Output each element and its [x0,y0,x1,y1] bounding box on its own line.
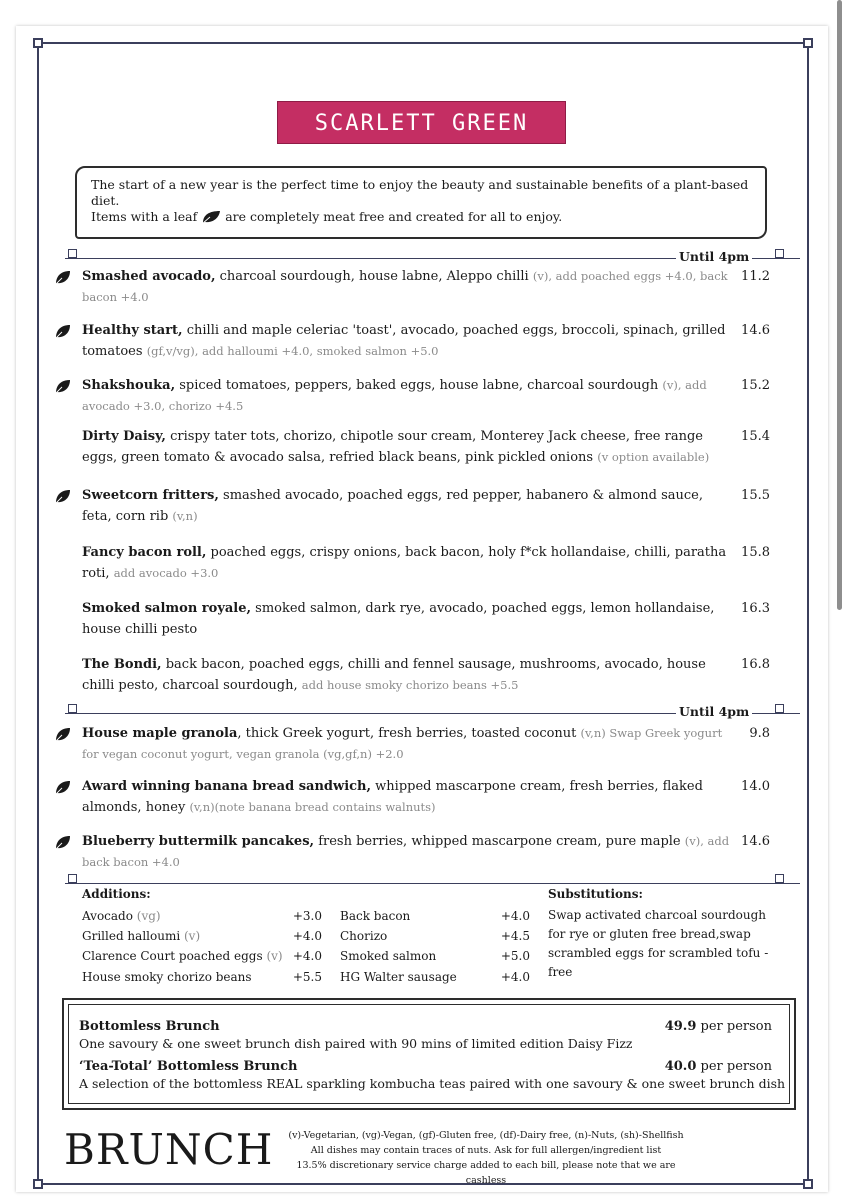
addition-item [340,926,387,946]
section-label: Until 4pm [676,249,752,264]
addition-item [82,906,161,926]
addition-name: Avocado [82,909,137,923]
substitutions-text: Swap activated charcoal sourdough for rye or gluten free bread,swap scrambled eggs for scrambled tofu - free [548,908,769,979]
item-note: (v,n) [172,509,198,523]
frame-corner [803,1179,813,1189]
item-name: Shakshouka, [82,378,176,393]
menu-item [82,266,732,308]
item-name: House maple granola [82,726,238,741]
addition-price: +5.0 [500,949,530,963]
addition-tag: (vg) [136,909,161,923]
frame-corner [803,38,813,48]
section-marker [68,704,77,713]
addition-item [82,967,252,987]
leaf-icon [54,270,71,285]
addition-name: Chorizo [340,929,388,943]
leaf-icon [54,379,71,394]
bottomless-desc: One savoury & one sweet brunch dish paired with 90 mins of limited edition Daisy Fizz [79,1036,633,1051]
item-price: 16.3 [741,601,770,616]
additions-heading: Additions: [82,887,151,901]
addition-price: +4.0 [500,909,530,923]
allergen-legend: (v)-Vegetarian, (vg)-Vegan, (gf)-Gluten free, (df)-Dairy free, (n)-Nuts, (sh)-Shellfish All dishes may contain traces of nuts. Ask for full allergen/ingredient list 13.5% discretionary service charge added to each bill, please note that we are cashless [288,1130,684,1186]
section-label: Until 4pm [676,704,752,719]
section-marker [775,704,784,713]
item-note: add house smoky chorizo beans +5.5 [301,678,519,692]
item-price: 15.8 [741,545,770,560]
item-name: Dirty Daisy, [82,429,166,444]
section-marker [68,249,77,258]
item-price: 14.6 [741,834,770,849]
addition-name: Back bacon [340,909,411,923]
item-price: 14.6 [741,323,770,338]
item-name: The Bondi, [82,657,162,672]
addition-price: +4.0 [500,970,530,984]
section-rule [65,883,800,884]
menu-item [82,776,732,818]
frame-corner [33,38,43,48]
item-desc: fresh berries, whipped mascarpone cream, pure maple [314,834,685,849]
menu-title: BRUNCH [64,1125,274,1174]
addition-name: Clarence Court poached eggs [82,949,267,963]
addition-item [82,946,283,966]
item-name: Blueberry buttermilk pancakes, [82,834,315,849]
menu-item [82,654,732,696]
leaf-icon [54,489,71,504]
addition-price: +4.0 [292,949,322,963]
item-name: Sweetcorn fritters, [82,488,219,503]
leaf-icon [54,835,71,850]
item-desc: whipped mascarpone cream, fresh berries, flaked almonds, honey [82,779,703,815]
addition-name: Smoked salmon [340,949,437,963]
intro-box [75,166,767,239]
item-note: (v), add avocado +3.0, chorizo +4.5 [82,378,707,413]
addition-price: +5.5 [292,970,322,984]
item-name: Smashed avocado, [82,269,216,284]
item-name: Award winning banana bread sandwich, [82,779,372,794]
item-price: 9.8 [749,726,770,741]
menu-item [82,831,732,873]
section-marker [775,249,784,258]
intro-leaf-line: Items with a leaf are completely meat free and created for all to enjoy. [91,209,563,224]
item-desc: spiced tomatoes, peppers, baked eggs, house labne, charcoal sourdough [175,378,663,393]
item-note: (v,n)(note banana bread contains walnuts) [189,800,436,814]
menu-item [82,598,732,640]
item-note: (v), add poached eggs +4.0, back bacon +4.0 [82,269,728,304]
bottomless-box [62,998,796,1110]
item-desc: crispy tater tots, chorizo, chipotle sour cream, Monterey Jack cheese, free range eggs, green tomato & avocado salsa, refried black beans, pink pickled onions [82,429,703,465]
brand-logo: SCARLETT GREEN [277,101,566,144]
item-price: 15.5 [741,488,770,503]
item-desc: , thick Greek yogurt, fresh berries, toasted coconut [237,726,581,741]
menu-item [82,426,732,468]
tea-total-title: ‘Tea-Total’ Bottomless Brunch [79,1059,298,1074]
addition-price: +4.0 [292,929,322,943]
addition-tag: (v) [183,929,201,943]
intro-text: The start of a new year is the perfect time to enjoy the beauty and sustainable benefits of a plant-based diet. [91,177,749,208]
item-note: (v), add back bacon +4.0 [82,834,730,869]
addition-name: Grilled halloumi [82,929,184,943]
item-desc: chilli and maple celeriac 'toast', avocado, poached eggs, broccoli, spinach, grilled tomatoes [82,323,726,359]
section-marker [775,874,784,883]
frame-corner [33,1179,43,1189]
leaf-icon [54,780,71,795]
addition-name: HG Walter sausage [340,970,457,984]
item-price: 15.2 [741,378,770,393]
item-price: 14.0 [741,779,770,794]
item-note: add avocado +3.0 [113,566,219,580]
tea-total-price: 40.0 per person [664,1059,772,1074]
tea-total-desc: A selection of the bottomless REAL sparkling kombucha teas paired with one savoury & one sweet brunch dish [79,1076,786,1091]
item-name: Healthy start, [82,323,183,338]
item-price: 11.2 [741,269,770,284]
item-name: Fancy bacon roll, [82,545,207,560]
addition-price: +4.5 [500,929,530,943]
leaf-icon [54,324,71,339]
item-note: (v option available) [597,450,710,464]
addition-item [340,946,436,966]
leaf-icon [201,210,221,224]
menu-item [82,542,732,584]
section-marker [68,874,77,883]
menu-item [82,375,732,417]
bottomless-title: Bottomless Brunch [79,1019,220,1034]
item-desc: poached eggs, crispy onions, back bacon, holy f*ck hollandaise, chilli, paratha roti, [82,545,727,581]
menu-item [82,485,732,527]
item-desc: back bacon, poached eggs, chilli and fennel sausage, mushrooms, avocado, house chilli pesto, charcoal sourdough, [82,657,706,693]
item-name: Smoked salmon royale, [82,601,252,616]
addition-name: House smoky chorizo beans [82,970,252,984]
scrollbar[interactable] [837,0,842,610]
addition-item [82,926,200,946]
substitutions-heading: Substitutions: [548,887,643,901]
leaf-icon [54,727,71,742]
item-desc: smashed avocado, poached eggs, red pepper, habanero & almond sauce, feta, corn rib [82,488,704,524]
addition-price: +3.0 [292,909,322,923]
item-price: 15.4 [741,429,770,444]
item-note: (v,n) Swap Greek yogurt for vegan coconut yogurt, vegan granola (vg,gf,n) +2.0 [82,726,723,761]
item-note: (gf,v/vg), add halloumi +4.0, smoked salmon +5.0 [146,344,439,358]
addition-item [340,967,457,987]
item-price: 16.8 [741,657,770,672]
menu-item [82,723,732,765]
item-desc: charcoal sourdough, house labne, Aleppo chilli [215,269,533,284]
item-desc: smoked salmon, dark rye, avocado, poached eggs, lemon hollandaise, house chilli pesto [82,601,715,637]
bottomless-price: 49.9 per person [664,1019,772,1034]
addition-item [340,906,410,926]
menu-item [82,320,732,362]
addition-tag: (v) [266,949,283,963]
